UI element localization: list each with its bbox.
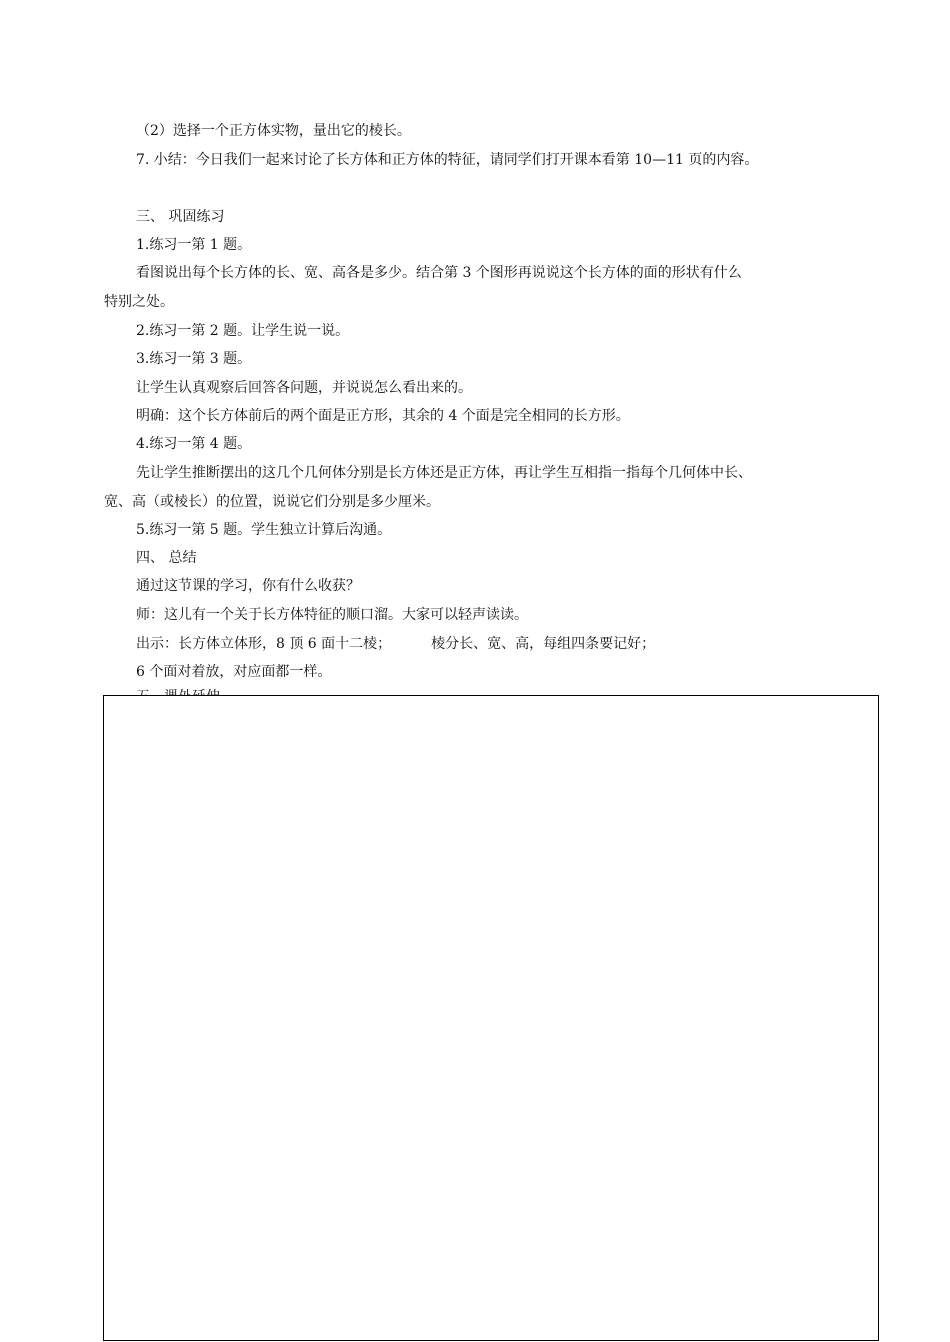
- text-line-exercise-1-desc: 看图说出每个长方体的长、宽、高各是多少。结合第 3 个图形再说说这个长方体的面的形状有什么: [136, 265, 742, 281]
- text-line-exercise-3-desc: 让学生认真观察后回答各问题，并说说怎么看出来的。: [136, 380, 472, 396]
- section-heading-practice: 三、 巩固练习: [136, 209, 225, 225]
- text-line-exercise-4-desc: 先让学生推断摆出的这几个几何体分别是长方体还是正方体，再让学生互相指一指每个几何体中长、: [136, 465, 752, 481]
- rhyme-part-a: 出示：长方体立体形，8 顶 6 面十二棱；: [136, 636, 392, 652]
- text-line-exercise-4-desc-cont: 宽、高（或棱长）的位置，说说它们分别是多少厘米。: [104, 494, 440, 510]
- text-line-exercise-5: 5.练习一第 5 题。学生独立计算后沟通。: [136, 522, 392, 538]
- text-line-rhyme-intro: 师：这儿有一个关于长方体特征的顺口溜。大家可以轻声读读。: [136, 607, 528, 623]
- text-line-measure-cube: （2）选择一个正方体实物，量出它的棱长。: [136, 123, 411, 139]
- text-line-summary: 7. 小结：今日我们一起来讨论了长方体和正方体的特征，请同学们打开课本看第 10—11 页的内容。: [136, 152, 759, 168]
- text-line-clarify: 明确：这个长方体前后的两个面是正方形，其余的 4 个面是完全相同的长方形。: [136, 408, 630, 424]
- text-line-exercise-1-desc-cont: 特别之处。: [104, 294, 174, 310]
- text-line-exercise-1: 1.练习一第 1 题。: [136, 237, 252, 253]
- text-line-exercise-2: 2.练习一第 2 题。让学生说一说。: [136, 323, 350, 339]
- rhyme-part-b: 棱分长、宽、高，每组四条要记好；: [431, 636, 656, 652]
- framed-content-box: [103, 695, 879, 1341]
- text-line-rhyme-2: 6 个面对着放，对应面都一样。: [136, 664, 332, 680]
- text-line-exercise-3: 3.练习一第 3 题。: [136, 351, 252, 367]
- text-line-rhyme-1: [136, 635, 655, 653]
- section-heading-summary: 四、 总结: [136, 550, 197, 566]
- text-line-gains-question: 通过这节课的学习，你有什么收获？: [136, 578, 360, 594]
- text-line-exercise-4: 4.练习一第 4 题。: [136, 436, 252, 452]
